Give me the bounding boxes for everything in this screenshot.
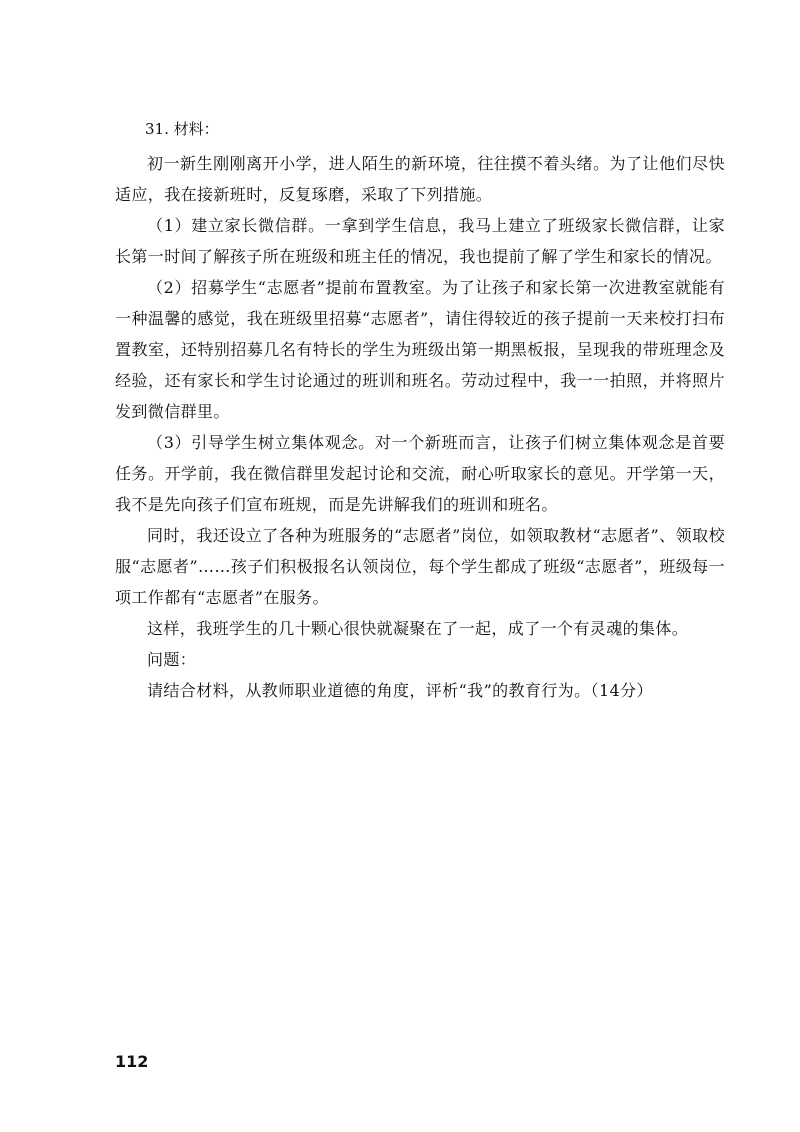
- question-label: 问题：: [147, 650, 197, 669]
- paragraph-intro: 初一新生刚刚离开小学，进人陌生的新环境，往往摸不着头绪。为了让他们尽快适应，我在接新班时，反复琢磨，采取了下列措施。: [115, 154, 725, 204]
- paragraph-volunteer-posts: 同时，我还设立了各种为班服务的“志愿者”岗位，如领取教材“志愿者”、领取校服“志愿者”……孩子们积极报名认领岗位，每个学生都成了班级“志愿者”，班级每一项工作都有“志愿者”在服务。: [115, 526, 725, 607]
- question-block: [115, 118, 725, 706]
- paragraph-measure-3: （3）引导学生树立集体观念。对一个新班而言，让孩子们树立集体观念是首要任务。开学前，我在微信群里发起讨论和交流，耐心听取家长的意见。开学第一天，我不是先向孩子们宣布班规，而是先讲解我们的班训和班名。: [115, 433, 725, 514]
- paragraph-measure-2: （2）招募学生“志愿者”提前布置教室。为了让孩子和家长第一次进教室就能有一种温馨的感觉，我在班级里招募“志愿者”，请住得较近的孩子提前一天来校打扫布置教室，还特别招募几名有特长的学生为班级出第一期黑板报，呈现我的带班理念及经验，还有家长和学生讨论通过的班训和班名。劳动过程中，我一一拍照，并将照片发到微信群里。: [115, 278, 725, 421]
- question-heading: 31. 材料：: [145, 120, 219, 138]
- paragraph-conclusion: 这样，我班学生的几十颗心很快就凝聚在了一起，成了一个有灵魂的集体。: [147, 619, 689, 638]
- paragraph-measure-1: （1）建立家长微信群。一拿到学生信息，我马上建立了班级家长微信群，让家长第一时间了解孩子所在班级和班主任的情况，我也提前了解了学生和家长的情况。: [115, 216, 725, 266]
- page-number: 112: [115, 1052, 149, 1071]
- question-prompt: 请结合材料，从教师职业道德的角度，评析“我”的教育行为。（14分）: [147, 681, 653, 700]
